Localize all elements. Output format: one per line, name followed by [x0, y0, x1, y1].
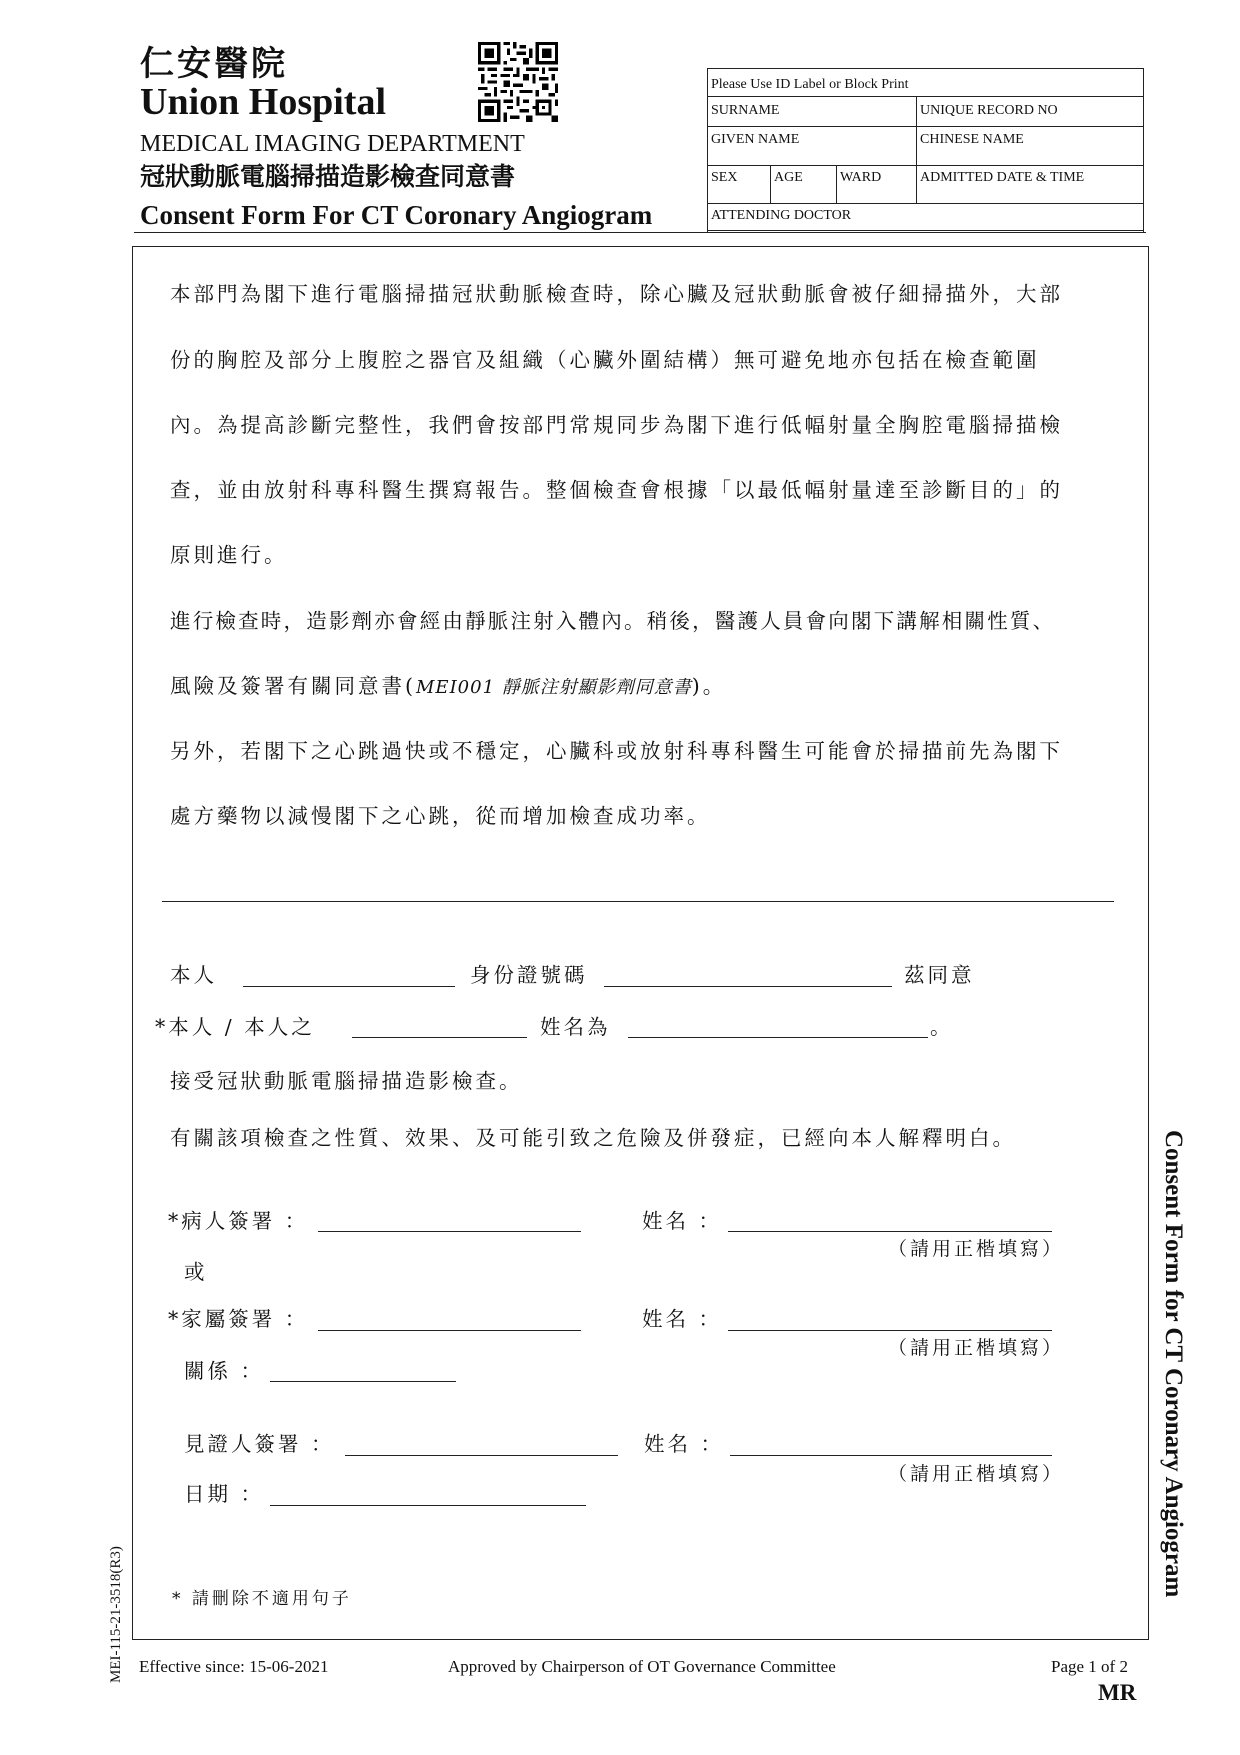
- sex-field[interactable]: SEX: [711, 170, 738, 185]
- relationship-line[interactable]: [270, 1381, 456, 1382]
- hospital-name-zh: 仁安醫院: [140, 44, 288, 84]
- effective-date: Effective since: 15-06-2021: [139, 1657, 329, 1676]
- id-label-instruction: Please Use ID Label or Block Print: [711, 77, 909, 92]
- self-or-relative-label: *本人 / 本人之: [155, 1015, 315, 1039]
- witness-signature-label: 見證人簽署 ：: [184, 1432, 335, 1456]
- chinese-name-field[interactable]: CHINESE NAME: [920, 132, 1024, 147]
- accept-exam-text: 接受冠狀動脈電腦掃描造影檢查。: [170, 1069, 523, 1093]
- witness-name-label: 姓名 ：: [644, 1432, 725, 1456]
- body-paragraph-3-line-2: 處方藥物以減慢閣下之心跳，從而增加檢查成功率。: [170, 804, 711, 828]
- hospital-name-en: Union Hospital: [140, 81, 387, 123]
- family-signature-label: *家屬簽署 ：: [168, 1307, 309, 1331]
- agree-label: 茲同意: [904, 963, 975, 987]
- page-number: Page 1 of 2: [1051, 1657, 1128, 1676]
- id-number-blank[interactable]: [604, 986, 892, 987]
- approval-note: Approved by Chairperson of OT Governance Committee: [448, 1657, 836, 1676]
- form-code: MEI-115-21-3518(R3): [108, 1546, 124, 1683]
- family-printed-name-line[interactable]: [728, 1330, 1052, 1331]
- patient-name-label: 姓名 ：: [642, 1209, 723, 1233]
- i-label: 本人: [170, 963, 217, 987]
- ward-field[interactable]: WARD: [840, 170, 882, 185]
- side-form-title: Consent Form for CT Coronary Angiogram: [1160, 1130, 1187, 1598]
- body-paragraph-1-line-4: 查，並由放射科專科醫生撰寫報告。整個檢查會根據「以最低幅射量達至診斷目的」的: [170, 478, 1063, 502]
- witness-signature-line[interactable]: [345, 1455, 618, 1456]
- body-paragraph-1-line-2: 份的胸腔及部分上腹腔之器官及組織（心臟外圍結構）無可避免地亦包括在檢查範圍: [170, 348, 1040, 372]
- admitted-date-time-field[interactable]: ADMITTED DATE & TIME: [920, 170, 1085, 185]
- body-paragraph-1-line-3: 內。為提高診斷完整性，我們會按部門常規同步為閣下進行低幅射量全胸腔電腦掃描檢: [170, 413, 1063, 437]
- header-rule: [134, 232, 1146, 233]
- id-number-label: 身份證號碼: [470, 963, 588, 987]
- witness-printed-name-line[interactable]: [730, 1455, 1052, 1456]
- patient-printed-name-line[interactable]: [728, 1231, 1052, 1232]
- patient-signature-line[interactable]: [318, 1231, 581, 1232]
- date-label: 日期 ：: [184, 1482, 265, 1506]
- patient-id-box: [707, 68, 1144, 232]
- body-paragraph-2-line-2: [170, 673, 726, 701]
- body-paragraph-2-line-1: 進行檢查時，造影劑亦會經由靜脈注射入體內。稍後，醫護人員會向閣下講解相關性質、: [170, 609, 1056, 633]
- relative-name-blank[interactable]: [628, 1037, 928, 1038]
- patient-name-blank[interactable]: [243, 986, 455, 987]
- given-name-field[interactable]: GIVEN NAME: [711, 132, 800, 147]
- relationship-label: 關係 ：: [184, 1359, 265, 1383]
- period-mark: 。: [930, 1015, 954, 1039]
- form-code-vertical: [106, 1413, 126, 1683]
- family-name-label: 姓名 ：: [642, 1307, 723, 1331]
- print-hint-1: （請用正楷填寫）: [888, 1238, 1065, 1260]
- print-hint-3: （請用正楷填寫）: [888, 1463, 1065, 1485]
- relative-blank[interactable]: [352, 1037, 527, 1038]
- date-line[interactable]: [270, 1505, 586, 1506]
- age-field[interactable]: AGE: [774, 170, 803, 185]
- department-name: MEDICAL IMAGING DEPARTMENT: [140, 131, 525, 157]
- body-paragraph-1-line-1: 本部門為閣下進行電腦掃描冠狀動脈檢查時，除心臟及冠狀動脈會被仔細掃描外，大部: [170, 282, 1063, 306]
- patient-signature-label: *病人簽署 ：: [168, 1209, 309, 1233]
- body-paragraph-3-line-1: 另外，若閣下之心跳過快或不穩定，心臟科或放射科專科醫生可能會於掃描前先為閣下: [170, 739, 1063, 763]
- attending-doctor-field[interactable]: ATTENDING DOCTOR: [711, 208, 852, 223]
- form-title-zh: 冠狀動脈電腦掃描造影檢查同意書: [140, 162, 516, 191]
- footnote-delete-inapplicable: * 請刪除不適用句子: [172, 1589, 352, 1609]
- body-paragraph-1-line-5: 原則進行。: [170, 543, 288, 567]
- form-title-en: Consent Form For CT Coronary Angiogram: [140, 200, 653, 230]
- or-label: 或: [184, 1260, 208, 1284]
- qr-code-icon: [478, 42, 558, 122]
- paragraph-2-text: 風險及簽署有關同意書(: [170, 674, 416, 698]
- unique-record-no-field[interactable]: UNIQUE RECORD NO: [920, 103, 1058, 118]
- mr-mark: MR: [1098, 1680, 1137, 1705]
- name-is-label: 姓名為: [540, 1015, 611, 1039]
- print-hint-2: （請用正楷填寫）: [888, 1337, 1065, 1359]
- family-signature-line[interactable]: [318, 1330, 581, 1331]
- surname-field[interactable]: SURNAME: [711, 103, 780, 118]
- section-divider: [162, 901, 1114, 902]
- paragraph-2-text-end: )。: [691, 674, 727, 698]
- explained-text: 有關該項檢查之性質、效果、及可能引致之危險及併發症，已經向本人解釋明白。: [170, 1126, 1016, 1150]
- mei001-reference: MEI001 靜脈注射顯影劑同意書: [416, 677, 692, 698]
